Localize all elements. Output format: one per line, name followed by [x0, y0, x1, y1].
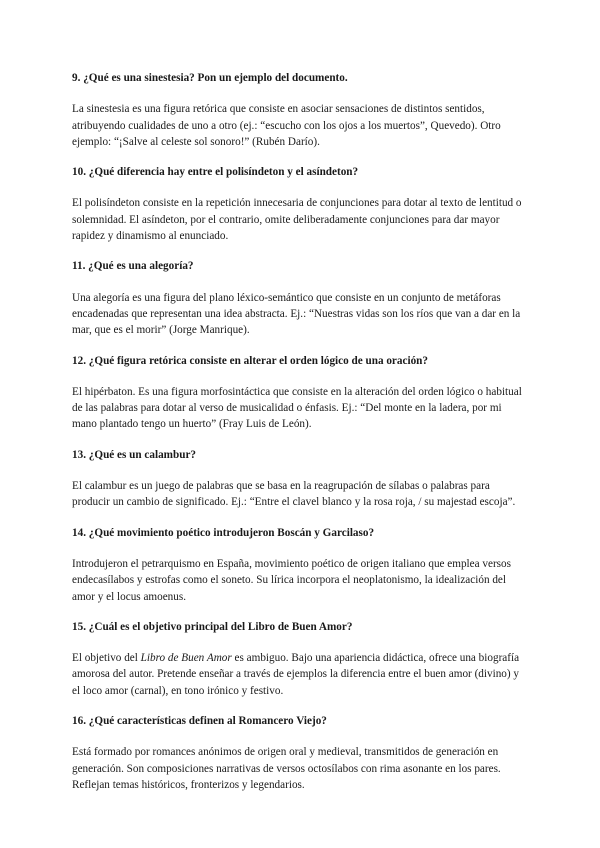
- answer-paragraph: [72, 650, 528, 699]
- question-block-15: [72, 619, 528, 699]
- question-heading: 16. ¿Qué características definen al Romancero Viejo?: [72, 715, 327, 728]
- question-block-12: [72, 353, 528, 433]
- question-heading: 15. ¿Cuál es el objetivo principal del Libro de Buen Amor?: [72, 620, 353, 633]
- question-block-13: [72, 447, 528, 511]
- question-block-16: [72, 713, 528, 793]
- question-heading: 12. ¿Qué figura retórica consiste en alterar el orden lógico de una oración?: [72, 354, 428, 367]
- answer-text-start: El objetivo del: [72, 652, 141, 665]
- answer-text-end: es ambiguo. Bajo una apariencia didáctica, ofrece una biografía amorosa del autor. Pretende enseñar a través de ejemplos la diferencia entre el buen amor (divino) y el loco amor (carnal), en tono irónico y festivo.: [72, 652, 520, 697]
- answer-paragraph: Una alegoría es una figura del plano léxico-semántico que consiste en un conjunto de metáforas encadenadas que representan una idea abstracta. Ej.: “Nuestras vidas son los ríos que van a dar en la mar, que es el morir” (Jorge Manrique).: [72, 291, 521, 337]
- question-heading: 13. ¿Qué es un calambur?: [72, 448, 197, 461]
- question-heading: 9. ¿Qué es una sinestesia? Pon un ejemplo del documento.: [72, 72, 348, 84]
- question-block-10: [72, 164, 528, 244]
- answer-paragraph: Está formado por romances anónimos de origen oral y medieval, transmitidos de generación en generación. Son composiciones narrativas de versos octosílabos con rima asonante en los pares. Reflejan temas históricos, fronterizos y legendarios.: [72, 746, 501, 791]
- answer-paragraph: El hipérbaton. Es una figura morfosintáctica que consiste en la alteración del orden lógico o habitual de las palabras para dotar al verso de musicalidad o énfasis. Ej.: “Del monte en la ladera, por mi mano plantado tengo un huerto” (Fray Luis de León).: [72, 385, 522, 431]
- answer-paragraph: Introdujeron el petrarquismo en España, movimiento poético de origen italiano que emplea versos endecasílabos y estrofas como el soneto. Su lírica incorpora el neoplatonismo, la idealización del amor y el locus amoenus.: [72, 557, 511, 603]
- question-block-9: [72, 70, 528, 150]
- question-block-11: [72, 258, 528, 338]
- question-block-14: [72, 525, 528, 605]
- question-heading: 14. ¿Qué movimiento poético introdujeron Boscán y Garcilaso?: [72, 526, 375, 539]
- answer-paragraph: La sinestesia es una figura retórica que consiste en asociar sensaciones de distintos sentidos, atribuyendo cualidades de uno a otro (ej.: “escucho con los ojos a los muertos”, Quevedo). Otro ejemplo: “¡Salve al celeste sol sonoro!” (Rubén Darío).: [72, 103, 501, 148]
- answer-paragraph: El polisíndeton consiste en la repetición innecesaria de conjunciones para dotar al texto de lentitud o solemnidad. El asíndeton, por el contrario, omite deliberadamente conjunciones para dar mayor rapidez y dinamismo al enunciado.: [72, 197, 522, 243]
- question-heading: 11. ¿Qué es una alegoría?: [72, 260, 194, 273]
- book-title-italic: Libro de Buen Amor: [140, 652, 232, 665]
- question-heading: 10. ¿Qué diferencia hay entre el polisíndeton y el asíndeton?: [72, 166, 359, 179]
- answer-paragraph: El calambur es un juego de palabras que se basa en la reagrupación de sílabas o palabras para producir un cambio de significado. Ej.: “Entre el clavel blanco y la rosa roja, / su majestad escoja”.: [72, 480, 516, 509]
